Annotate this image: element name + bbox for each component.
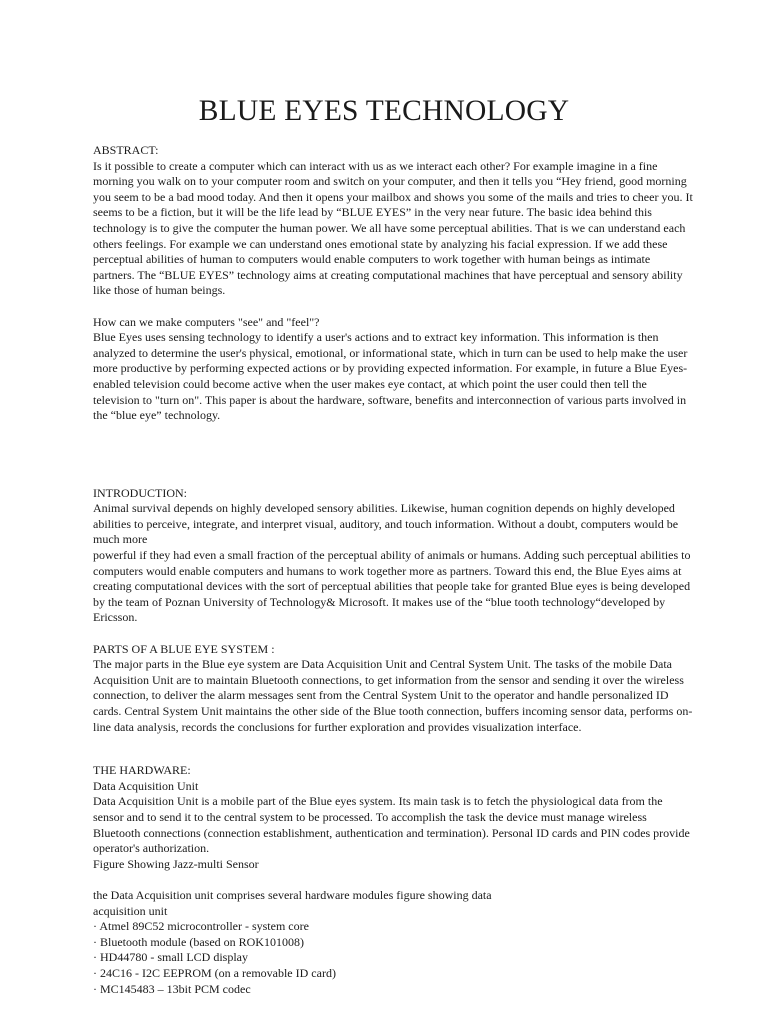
abstract-line: technology is to give the computer the human power. We all have some perceptual abilities. That is we can understand each [93,220,686,235]
hardware-line: Data Acquisition Unit is a mobile part of the Blue eyes system. Its main task is to fetch the physiological data from the [93,794,663,809]
introduction-line: abilities to perceive, integrate, and interpret visual, auditory, and touch information. Without a doubt, computers would be [93,516,679,531]
document-body [93,143,693,997]
module-list-item: · Bluetooth module (based on ROK101008) [93,934,304,949]
abstract-heading: ABSTRACT: [93,143,159,157]
see-feel-line: the “blue eye” technology. [93,408,221,423]
introduction-line: powerful if they had even a small fraction of the perceptual ability of animals or humans. Adding such perceptual abilities to [93,548,691,563]
abstract-line: seems to be a fiction, but it will be the life lead by “BLUE EYES” in the very near future. The basic idea behind this [93,205,652,220]
parts-line: The major parts in the Blue eye system are Data Acquisition Unit and Central System Unit. The tasks of the mobile Data [93,657,672,672]
see-feel-line: analyzed to determine the user's physical, emotional, or informational state, which in turn can be used to help make the user [93,345,688,360]
parts-line: cards. Central System Unit maintains the other side of the Blue tooth connection, buffers incoming sensor data, performs on- [93,704,693,718]
introduction-line: Animal survival depends on highly developed sensory abilities. Likewise, human cognition depends on highly developed [93,501,675,516]
see-feel-line: enabled television could become active when the user makes eye contact, at which point the user could then tell the [93,376,647,391]
abstract-line: partners. The “BLUE EYES” technology aims at creating computational machines that have perceptual and sensory ability [93,267,683,282]
hardware-heading: THE HARDWARE: [93,763,191,778]
parts-line: Acquisition Unit are to maintain Bluetooth connections, to get information from the sensor and sending it over the wireless [93,672,684,687]
abstract-line: Is it possible to create a computer which can interact with us as we interact each other? For example imagine in a fine [93,158,658,173]
hardware-subheading: Data Acquisition Unit [93,778,199,793]
modules-intro-line: acquisition unit [93,903,168,918]
abstract-line: morning you walk on to your computer room and switch on your computer, and then it tells you “Hey friend, good morning [93,174,687,189]
module-list-item: · Atmel 89C52 microcontroller - system core [93,919,309,934]
introduction-line: much more [93,532,148,547]
introduction-line: by the team of Poznan University of Technology& Microsoft. It makes use of the “blue tooth technology“developed by [93,594,666,609]
introduction-line: Ericsson. [93,610,138,625]
figure-caption: Figure Showing Jazz-multi Sensor [93,856,259,871]
hardware-line: Bluetooth connections (connection establishment, authentication and termination). Personal ID cards and PIN codes provide [93,825,690,840]
parts-line: connection, to deliver the alarm messages sent from the Central System Unit to the operator and handle personalized ID [93,688,669,703]
see-feel-line: more productive by performing expected actions or by providing expected information. For example, in future a Blue Eyes- [93,361,688,376]
see-feel-line: Blue Eyes uses sensing technology to identify a user's actions and to extract key information. This information is then [93,330,659,345]
abstract-line: like those of human beings. [93,283,226,298]
abstract-line: you seem to be a bad mood today. And then it opens your mailbox and shows you some of the mails and tries to cheer you. It [93,189,693,204]
modules-intro-line: the Data Acquisition unit comprises several hardware modules figure showing data [93,887,492,902]
module-list-item: · MC145483 – 13bit PCM codec [93,981,251,996]
module-list-item: · 24C16 - I2C EEPROM (on a removable ID card) [93,965,336,980]
abstract-line: others feelings. For example we can understand ones emotional state by analyzing his facial expression. If we add these [93,236,668,251]
parts-heading: PARTS OF A BLUE EYE SYSTEM : [93,641,275,656]
module-list-item: · HD44780 - small LCD display [93,950,248,965]
document-title: BLUE EYES TECHNOLOGY [198,95,570,127]
introduction-heading: INTRODUCTION: [93,485,187,500]
parts-line: line data analysis, records the conclusions for further exploration and provides visualization interface. [93,719,582,734]
see-feel-question: How can we make computers "see" and "feel"? [93,314,320,329]
hardware-line: operator's authorization. [93,841,210,856]
see-feel-line: television to "turn on". This paper is about the hardware, software, benefits and interconnection of various parts involved in [93,392,687,407]
abstract-line: perceptual abilities of human to computers would enable computers to work together with human beings as intimate [93,252,651,267]
hardware-line: sensor and to send it to the central system to be processed. To accomplish the task the device must manage wireless [93,809,647,824]
introduction-line: creating computational devices with the sort of perceptual abilities that people take for granted Blue eyes is being developed [93,579,691,594]
introduction-line: computers would enable computers and humans to work together more as partners. Toward this end, the Blue Eyes aims at [93,563,682,578]
